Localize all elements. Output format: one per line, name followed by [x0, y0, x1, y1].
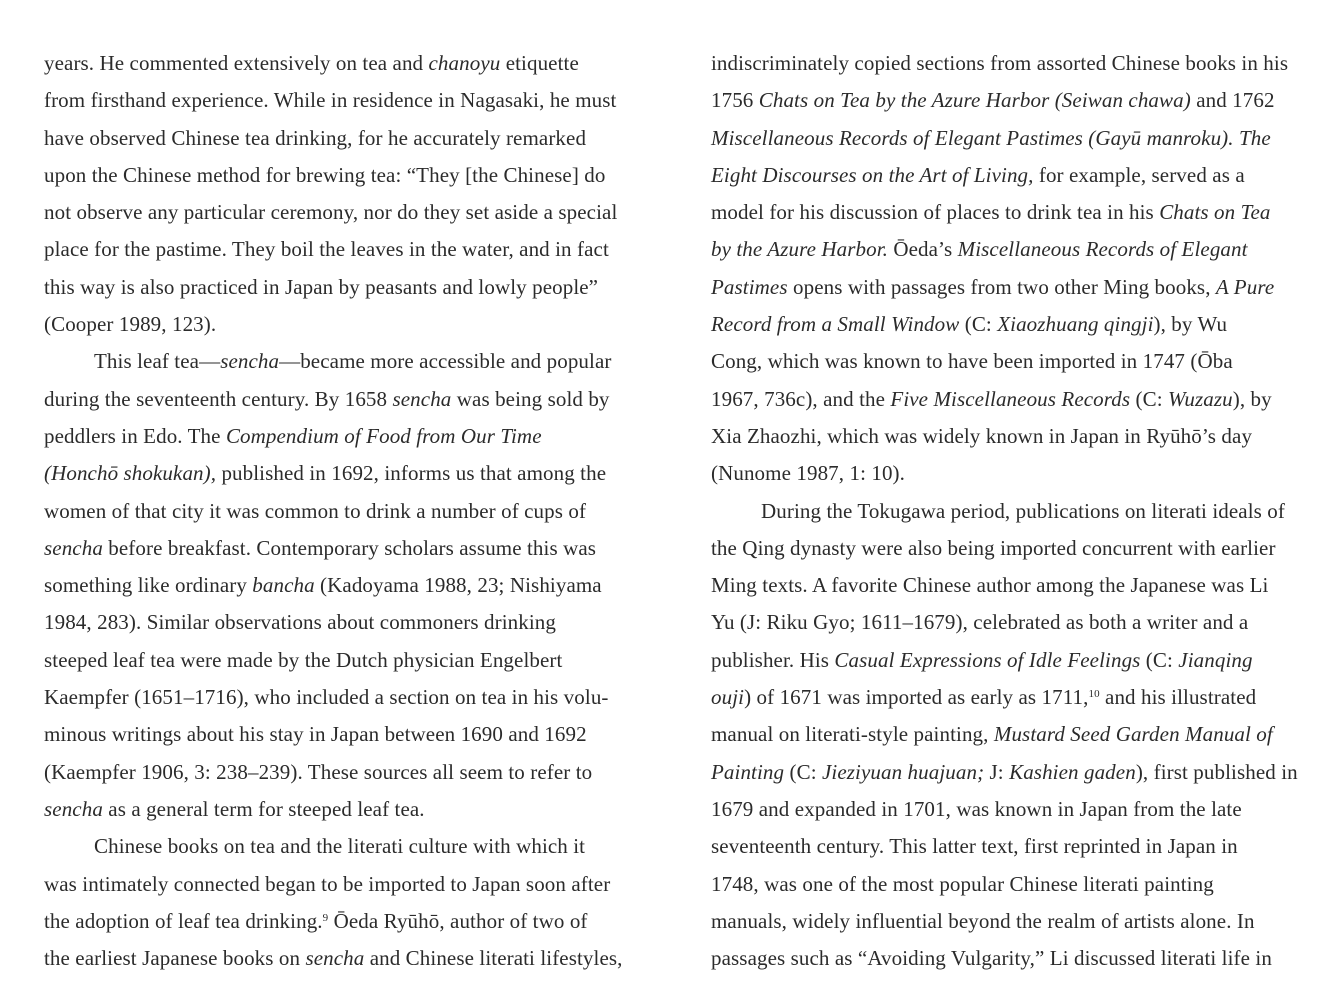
text-line [711, 679, 1326, 716]
text-line [44, 679, 664, 716]
text-span: Cong, which was known to have been imported in 1747 (Ōba [711, 349, 1233, 374]
text-span: years. He commented extensively on tea and [44, 51, 429, 75]
text-line [44, 269, 664, 306]
text-span: 1967, 736c), and the [711, 386, 891, 411]
text-span: (Nunome 1987, 1: 10). [711, 461, 905, 486]
text-line [711, 866, 1326, 903]
text-line [44, 418, 664, 455]
text-span: women of that city it was common to drink a number of cups of [44, 498, 587, 523]
text-line [711, 828, 1326, 865]
italic-text: Mustard Seed Garden Manual of [993, 722, 1273, 747]
text-line [44, 306, 664, 343]
italic-text: chanoyu [428, 51, 501, 75]
left-text-column [44, 45, 664, 977]
text-line [711, 940, 1326, 977]
text-span: model for his discussion of places to drink tea in his [711, 200, 1160, 225]
text-line [711, 754, 1326, 791]
text-line [711, 903, 1326, 940]
italic-text: Five Miscellaneous Records [890, 386, 1131, 411]
text-span: ) of 1671 was imported as early as 1711, [744, 685, 1089, 710]
text-line [711, 231, 1326, 268]
text-line [44, 716, 664, 753]
text-span: —became more accessible and popular [279, 349, 612, 374]
text-span: this way is also practiced in Japan by peasants and lowly people” [44, 274, 599, 299]
text-line [711, 530, 1326, 567]
text-span: (Kadoyama 1988, 23; Nishiyama [314, 573, 602, 598]
text-span: Yu (J: Riku Gyo; 1611–1679), celebrated as both a writer and a [711, 610, 1249, 635]
italic-text: sencha [305, 946, 365, 971]
text-line [711, 418, 1326, 455]
text-span: indiscriminately copied sections from assorted Chinese books in his [711, 51, 1289, 75]
text-span: 1748, was one of the most popular Chinese literati painting [711, 871, 1214, 896]
text-line [711, 716, 1326, 753]
text-span: and his illustrated [1099, 685, 1257, 710]
text-span: as a general term for steeped leaf tea. [102, 796, 425, 821]
italic-text: Xiaozhuang qingji [997, 312, 1154, 337]
text-line [44, 828, 664, 865]
text-span: before breakfast. Contemporary scholars assume this was [102, 535, 597, 560]
text-line [44, 194, 664, 231]
text-span: Ōeda Ryūhō, author of two of [328, 908, 588, 933]
italic-text: Miscellaneous Records of Elegant Pastimes (Gayū manroku). The [711, 125, 1271, 150]
text-line [44, 567, 664, 604]
italic-text: Jianqing [1178, 647, 1253, 672]
text-line [44, 903, 664, 940]
text-line [44, 866, 664, 903]
text-span: something like ordinary [44, 573, 253, 598]
text-line [44, 455, 664, 492]
text-span: and Chinese literati lifestyles, [364, 946, 623, 971]
text-line [711, 567, 1326, 604]
text-line [44, 120, 664, 157]
text-span: the adoption of leaf tea drinking. [44, 908, 323, 933]
text-span: ), by [1232, 386, 1272, 411]
text-line [44, 940, 664, 977]
footnote-marker: 9 [322, 911, 329, 924]
italic-text: bancha [252, 573, 315, 598]
italic-text: Chats on Tea [1159, 200, 1271, 225]
text-line [44, 791, 664, 828]
italic-text: Compendium of Food from Our Time [225, 423, 542, 448]
text-span: manuals, widely influential beyond the realm of artists alone. In [711, 908, 1255, 933]
text-span: passages such as “Avoiding Vulgarity,” Li discussed literati life in [711, 946, 1272, 971]
text-line [711, 604, 1326, 641]
text-span: place for the pastime. They boil the leaves in the water, and in fact [44, 237, 609, 262]
text-line [711, 381, 1326, 418]
text-line [711, 791, 1326, 828]
italic-text: by the Azure Harbor. [711, 237, 888, 262]
text-span: upon the Chinese method for brewing tea: “They [the Chinese] do [44, 162, 606, 187]
text-span: was intimately connected began to be imported to Japan soon after [44, 871, 611, 896]
text-line [711, 120, 1326, 157]
text-span: (Kaempfer 1906, 3: 238–239). These sources all seem to refer to [44, 759, 593, 784]
text-line [44, 493, 664, 530]
text-span: not observe any particular ceremony, nor do they set aside a special [44, 200, 618, 225]
text-span: seventeenth century. This latter text, first reprinted in Japan in [711, 834, 1238, 859]
text-span: publisher. His [711, 647, 835, 672]
right-text-column [711, 45, 1326, 977]
text-span: (C: [1130, 386, 1168, 411]
text-line [711, 493, 1326, 530]
text-line [44, 45, 664, 82]
text-span: opens with passages from two other Ming books, [787, 274, 1216, 299]
text-line [44, 642, 664, 679]
italic-text: Painting [711, 759, 785, 784]
text-span: for example, served as a [1033, 162, 1245, 187]
text-line [44, 157, 664, 194]
text-span: minous writings about his stay in Japan between 1690 and 1692 [44, 722, 587, 747]
text-line [44, 604, 664, 641]
text-span: 1984, 283). Similar observations about commoners drinking [44, 610, 556, 635]
text-line [711, 269, 1326, 306]
text-line [44, 231, 664, 268]
text-span: ), by Wu [1153, 312, 1228, 337]
italic-text: A Pure [1215, 274, 1275, 299]
text-span: ), first published in [1135, 759, 1298, 784]
text-line [711, 642, 1326, 679]
italic-text: ouji [711, 685, 745, 710]
text-span: manual on literati-style painting, [711, 722, 994, 747]
text-span: peddlers in Edo. The [44, 423, 226, 448]
italic-text: Miscellaneous Records of Elegant [957, 237, 1248, 262]
text-line [711, 343, 1326, 380]
text-span: the earliest Japanese books on [44, 946, 306, 971]
text-line [711, 194, 1326, 231]
text-span: from firsthand experience. While in residence in Nagasaki, he must [44, 88, 617, 113]
text-span: Xia Zhaozhi, which was widely known in Japan in Ryūhō’s day [711, 423, 1253, 448]
text-line [44, 343, 664, 380]
text-line [44, 381, 664, 418]
text-span: during the seventeenth century. By 1658 [44, 386, 393, 411]
text-span: During the Tokugawa period, publications on literati ideals of [761, 498, 1285, 523]
text-span: 1679 and expanded in 1701, was known in Japan from the late [711, 796, 1242, 821]
text-line [44, 754, 664, 791]
italic-text: sencha [392, 386, 452, 411]
text-span: Ōeda’s [888, 237, 958, 262]
text-span: Ming texts. A favorite Chinese author among the Japanese was Li [711, 573, 1269, 598]
text-span: have observed Chinese tea drinking, for he accurately remarked [44, 125, 587, 150]
italic-text: Record from a Small Window [711, 312, 960, 337]
text-span: (C: [959, 312, 998, 337]
italic-text: Eight Discourses on the Art of Living, [711, 162, 1034, 187]
text-line [711, 306, 1326, 343]
text-span: steeped leaf tea were made by the Dutch physician Engelbert [44, 647, 563, 672]
italic-text: Pastimes [711, 274, 788, 299]
text-span: (Cooper 1989, 123). [44, 312, 217, 337]
italic-text: sencha [220, 349, 280, 374]
italic-text: sencha [44, 535, 103, 560]
italic-text: Wuzazu [1167, 386, 1233, 411]
text-span: was being sold by [451, 386, 610, 411]
text-span: published in 1692, informs us that among the [216, 461, 607, 486]
text-span: (C: [1140, 647, 1179, 672]
text-span: 1756 [711, 88, 759, 113]
footnote-marker: 10 [1088, 688, 1100, 701]
text-line [711, 45, 1326, 82]
text-span: This leaf tea— [94, 349, 221, 374]
italic-text: Chats on Tea by the Azure Harbor (Seiwan chawa) [758, 88, 1191, 113]
italic-text: (Honchō shokukan), [44, 461, 217, 486]
text-line [711, 157, 1326, 194]
text-span: J: [984, 759, 1010, 784]
text-span: etiquette [500, 51, 579, 75]
text-line [711, 82, 1326, 119]
text-line [711, 455, 1326, 492]
text-span: the Qing dynasty were also being imported concurrent with earlier [711, 535, 1276, 560]
italic-text: Casual Expressions of Idle Feelings [834, 647, 1141, 672]
text-span: Kaempfer (1651–1716), who included a section on tea in his volu- [44, 685, 609, 710]
text-line [44, 82, 664, 119]
text-line [44, 530, 664, 567]
italic-text: Kashien gaden [1009, 759, 1136, 784]
italic-text: Jieziyuan huajuan; [821, 759, 985, 784]
text-span: (C: [784, 759, 822, 784]
text-span: Chinese books on tea and the literati culture with which it [94, 834, 586, 859]
text-span: and 1762 [1190, 88, 1275, 113]
italic-text: sencha [44, 796, 103, 821]
